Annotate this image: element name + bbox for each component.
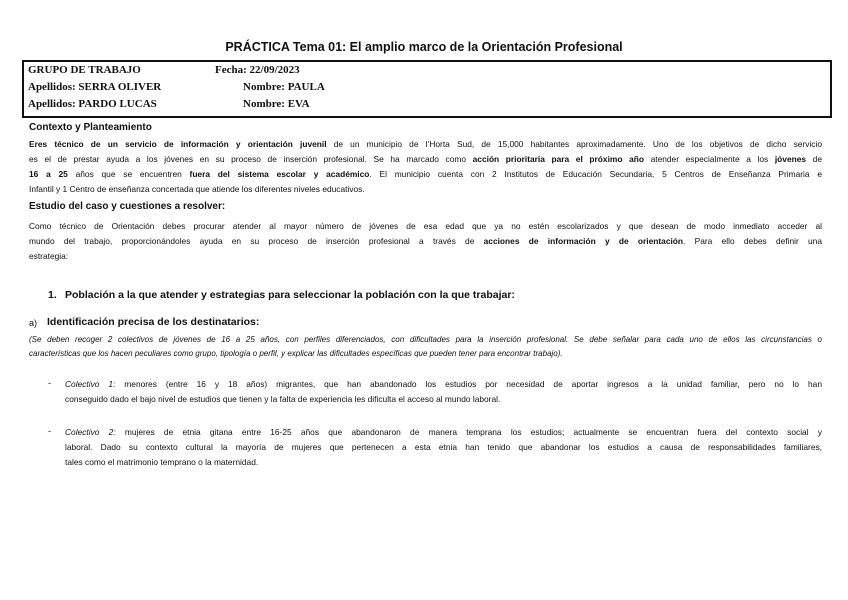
text-run: características que los hacen peculiares como grupo, tipología o perfil, y explicar las dificultades específicas que pueden tener para encontrar trabajo). [29,349,563,358]
text-run: de un municipio de l’Horta Sud, de 15,000 habitantes aproximadamente. Uno de los objetivos de dicho servicio [326,139,822,149]
italic-text: Colectivo 1 [65,379,114,389]
context-heading: Contexto y Planteamiento [29,122,152,133]
text-run: es el de prestar ayuda a los jóvenes en su proceso de inserción profesional. Se ha marcado como [29,154,473,164]
text-run: mundo del trabajo, proporcionándoles ayuda en su proceso de inserción profesional a través de [29,236,484,246]
member-2-surname: Apellidos: PARDO LUCAS [28,98,157,110]
bold-text: 16 a 25 [29,169,68,179]
group-label: GRUPO DE TRABAJO [28,64,141,76]
text-line [65,426,822,438]
member-1-surname: Apellidos: SERRA OLIVER [28,81,162,93]
text-line [29,220,822,232]
member-1-name: Nombre: PAULA [243,81,325,93]
text-line [29,153,822,165]
bold-text: acciones de información y de orientación [483,236,684,246]
bold-text: acción prioritaria para el próximo año [472,154,644,164]
text-run: . Para ello debes definir una [683,236,822,246]
document-title: PRÁCTICA Tema 01: El amplio marco de la Orientación Profesional [225,40,623,54]
text-run: de [806,154,822,164]
collective-1-bullet: - [48,378,51,388]
text-run: laboral. Dado su contexto cultural la mayoría de mujeres que pertenecen a esta etnia han tenido que abandonar los estudios a causa de responsabilidades familiares, [65,442,822,452]
text-line [29,235,822,247]
text-line [29,348,822,360]
text-line [65,393,822,405]
text-line [65,441,822,453]
text-run: Infantil y 1 Centro de enseñanza concertada que atiende los diferentes niveles educativos. [29,184,365,194]
bold-text: fuera del sistema escolar y académico [189,169,370,179]
member-2-name: Nombre: EVA [243,98,310,110]
text-line [29,138,822,150]
question-1-text: Población a la que atender y estrategias para seleccionar la población con la que trabajar: [65,289,515,301]
text-line [29,334,822,346]
text-line [65,378,822,390]
date: Fecha: 22/09/2023 [215,64,300,76]
collective-2-bullet: - [48,426,51,436]
subquestion-a-text: Identificación precisa de los destinatarios: [47,316,260,328]
case-study-heading: Estudio del caso y cuestiones a resolver: [29,201,226,212]
text-run: estrategia: [29,251,69,261]
text-run: conseguido dado el bajo nivel de estudios que tienen y la falta de experiencia les dificulta el acceso al mundo laboral. [65,394,501,404]
text-run: mujeres de etnia gitana entre 16-25 años que abandonaron de manera temprana los estudios; actualmente se encuentran fuera del contexto social y [115,427,822,437]
text-run: Como técnico de Orientación debes procurar atender al mayor número de jóvenes de esa edad que ya no estén escolarizados y que desean de modo inmediato acceder al [29,221,822,231]
text-line [65,456,822,468]
question-1-number: 1. [48,289,57,301]
text-line [29,250,822,262]
bold-text: jóvenes [774,154,807,164]
text-run: años que se encuentren [67,169,190,179]
text-line [29,168,822,180]
subquestion-a-marker: a) [29,318,38,328]
italic-text: Colectivo 2: [65,427,116,437]
bold-text: Eres técnico de un servicio de información y orientación juvenil [29,139,327,149]
text-run: tales como el matrimonio temprano o la maternidad. [65,457,259,467]
text-run: atender especialmente a los [643,154,775,164]
text-run: (Se deben recoger 2 colectivos de jóvenes de 16 a 25 años, con perfiles diferenciados, con dificultades para la inserción profesional. Se debe señalar para cada uno de ellos las circunstancias o [29,335,822,344]
text-line [29,183,822,195]
text-run: . El municipio cuenta con 2 Institutos de Educación Secundaria, 5 Centros de Enseñanza Primaria e [369,169,822,179]
work-group-box [22,60,832,118]
text-run: : menores (entre 16 y 18 años) migrantes, que han abandonado los estudios por necesidad de aportar ingresos a la unidad familiar, pero no lo han [113,379,822,389]
